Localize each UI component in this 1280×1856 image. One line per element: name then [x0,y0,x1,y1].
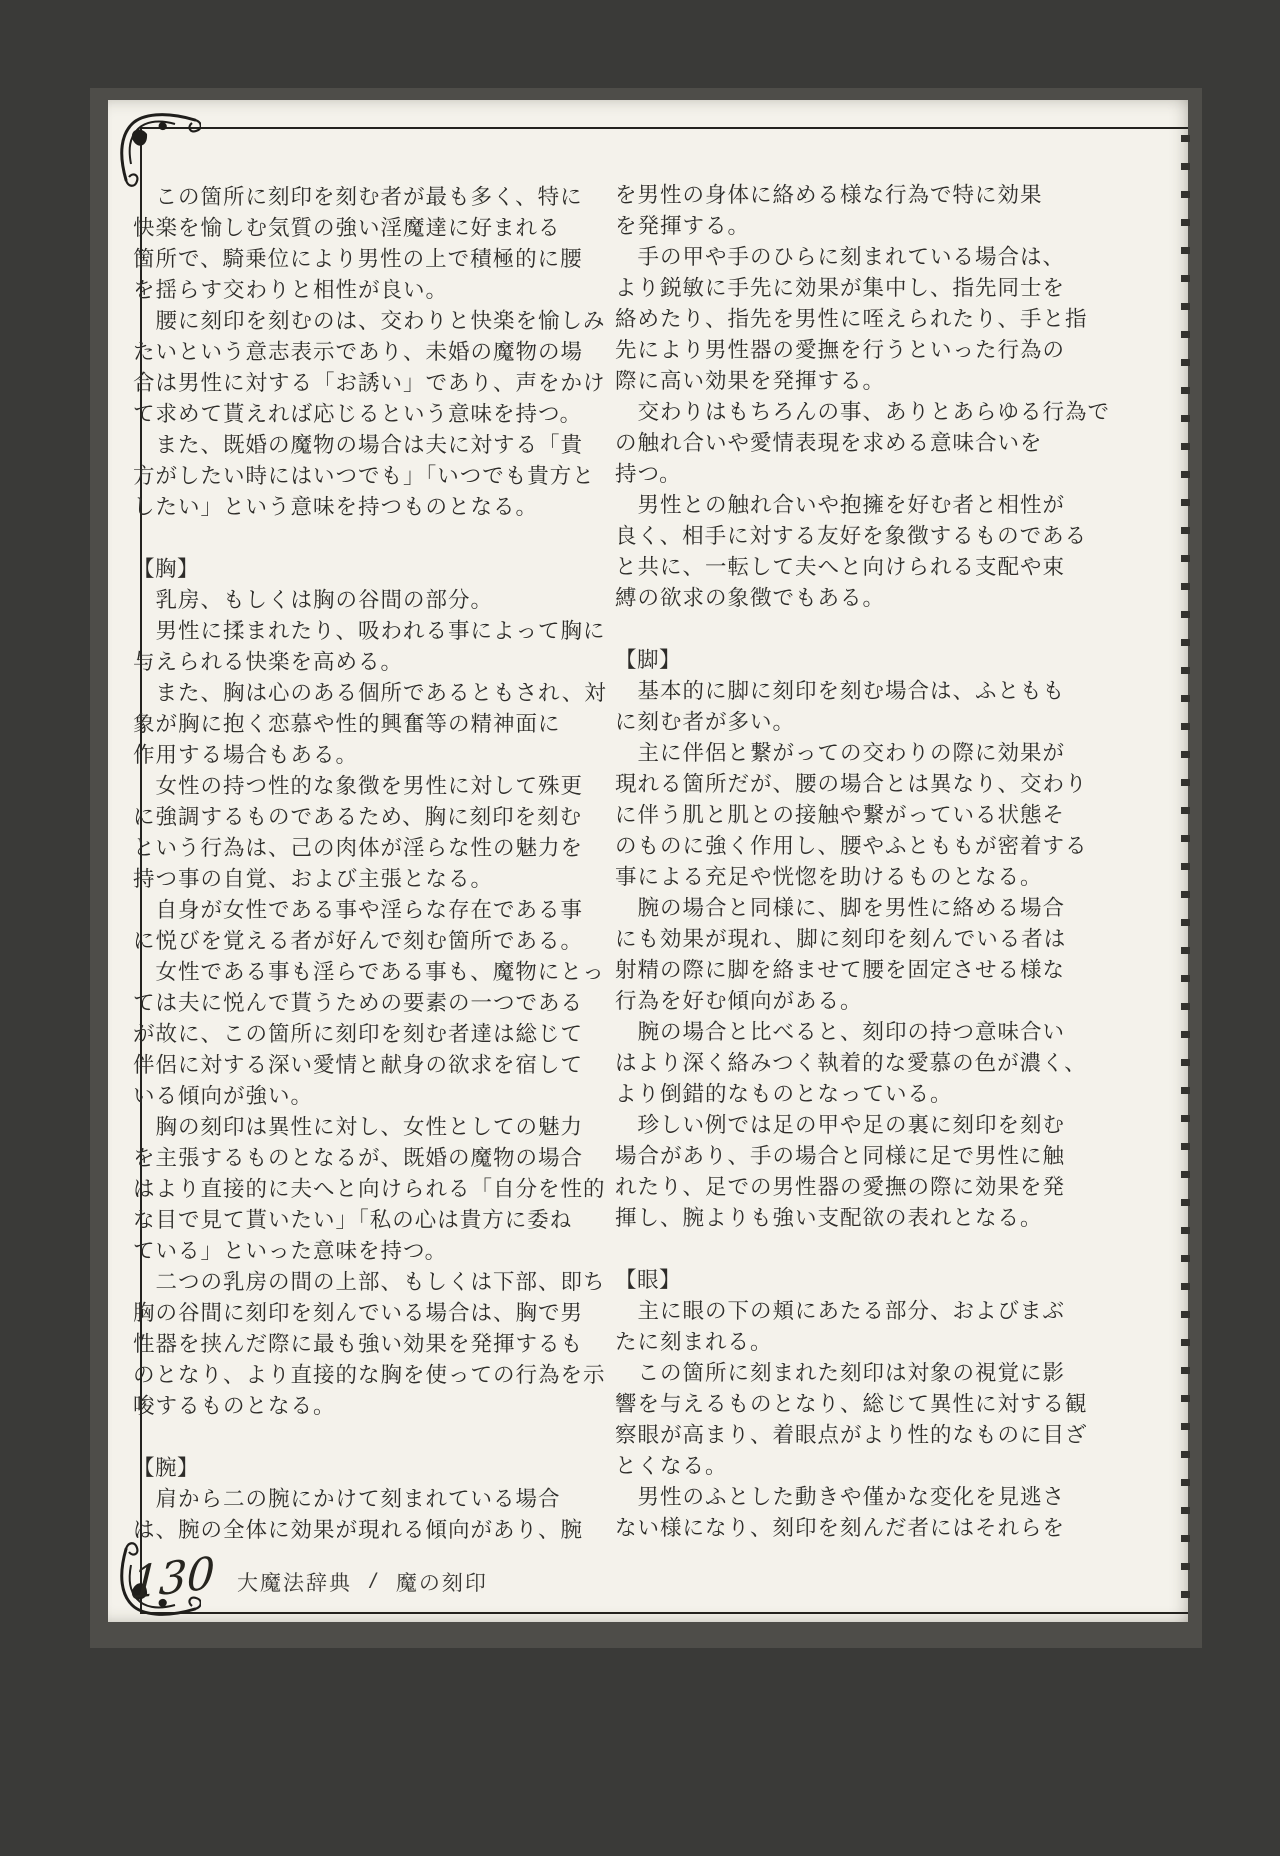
text-line: 現れる箇所だが、腰の場合とは異なり、交わり [615,772,1088,796]
text-line: が故に、この箇所に刻印を刻む者達は総じて [133,1022,584,1046]
text-line: 象が胸に抱く恋慕や性的興奮等の精神面に [133,712,561,736]
text-line: 合は男性に対する「お誘い」であり、声をかけ [133,371,606,395]
text-line: 揮し、腕よりも強い支配欲の表れとなる。 [615,1206,1043,1230]
text-line: 与えられる快楽を高める。 [133,650,404,674]
text-line: この箇所に刻印を刻む者が最も多く、特に [133,185,583,209]
text-line: を主張するものとなるが、既婚の魔物の場合 [133,1146,584,1170]
text-line: て求めて貰えれば応じるという意味を持つ。 [133,402,583,426]
text-line: 乳房、もしくは胸の谷間の部分。 [133,588,494,612]
text-column-right [615,180,1111,1544]
text-line: 腕の場合と同様に、脚を男性に絡める場合 [615,896,1066,920]
book-page [108,100,1188,1622]
corner-flourish-icon [115,111,201,189]
text-line: ては夫に悦んで貰うための要素の一つである [133,991,584,1015]
text-line: な目で見て貰いたい」「私の心は貴方に委ね [133,1208,573,1232]
footer-chapter-title: 魔の刻印 [395,1572,488,1595]
text-line: 射精の際に脚を絡ませて腰を固定させる様な [615,958,1066,982]
text-line: はより深く絡みつく執着的な愛慕の色が濃く、 [615,1051,1087,1075]
text-line: に刻む者が多い。 [615,710,796,734]
text-line: 性器を挟んだ際に最も強い効果を発揮するも [133,1332,584,1356]
text-line: れたり、足での男性器の愛撫の際に効果を発 [615,1175,1066,1199]
footer-book-title: 大魔法辞典 [236,1572,352,1595]
text-line: のものに強く作用し、腰やふとももが密着する [615,834,1088,858]
text-line: 手の甲や手のひらに刻まれている場合は、 [615,245,1066,269]
text-line: という行為は、己の肉体が淫らな性の魅力を [133,836,584,860]
text-line: にも効果が現れ、脚に刻印を刻んでいる者は [615,927,1067,951]
text-line: 主に伴侶と繋がっての交わりの際に効果が [615,741,1066,765]
text-line: を発揮する。 [615,214,751,238]
text-line: したい」という意味を持つものとなる。 [133,495,539,519]
text-line: 交わりはもちろんの事、ありとあらゆる行為で [615,400,1111,424]
footer-text [237,1561,488,1597]
text-line: 方がしたい時にはいつでも」「いつでも貴方と [133,464,595,488]
text-line: 良く、相手に対する友好を象徴するものである [615,524,1088,548]
text-line [133,1422,603,1453]
text-line: 場合があり、手の場合と同様に足で男性に触 [615,1144,1066,1168]
text-line: 男性のふとした動きや僅かな変化を見逃さ [615,1485,1066,1509]
text-line: たいという意志表示であり、未婚の魔物の場 [133,340,584,364]
text-line: 【腕】 [133,1456,200,1480]
text-line: 男性に揉まれたり、吸われる事によって胸に [133,619,606,643]
text-line: 【胸】 [133,557,200,581]
frame-border-top [140,127,1188,129]
frame-border-bottom [140,1612,1188,1614]
text-line: 女性の持つ性的な象徴を男性に対して殊更 [133,774,584,798]
text-line: 女性である事も淫らである事も、魔物にとっ [133,960,605,984]
text-line: はより直接的に夫へと向けられる「自分を性的 [133,1177,606,1201]
text-line: 持つ。 [615,462,682,486]
text-line: また、既婚の魔物の場合は夫に対する「貴 [133,433,584,457]
text-line: 肩から二の腕にかけて刻まれている場合 [133,1487,561,1511]
text-line [615,1234,1085,1265]
text-line: より鋭敏に手先に効果が集中し、指先同士を [615,276,1066,300]
text-line: 腰に刻印を刻むのは、交わりと快楽を愉しみ [133,309,606,333]
text-line: を男性の身体に絡める様な行為で特に効果 [615,183,1043,207]
page-number: 130 [129,1547,217,1610]
text-line: たに刻まれる。 [615,1330,773,1354]
perforated-edge [1181,114,1190,1608]
text-line: 自身が女性である事や淫らな存在である事 [133,898,584,922]
text-line: 男性との触れ合いや抱擁を好む者と相性が [615,493,1066,517]
text-line: に伴う肌と肌との接触や繋がっている状態そ [615,803,1066,827]
text-line: 絡めたり、指先を男性に咥えられたり、手と指 [615,307,1088,331]
text-line: 胸の刻印は異性に対し、女性としての魅力 [133,1115,584,1139]
text-line: 基本的に脚に刻印を刻む場合は、ふともも [615,679,1066,703]
text-line: 響を与えるものとなり、総じて異性に対する観 [615,1392,1088,1416]
text-line: 伴侶に対する深い愛情と献身の欲求を宿して [133,1053,584,1077]
text-line: 唆するものとなる。 [133,1394,336,1418]
text-line: この箇所に刻まれた刻印は対象の視覚に影 [615,1361,1066,1385]
text-line: 快楽を愉しむ気質の強い淫魔達に好まれる [133,216,561,240]
text-line: に強調するものであるため、胸に刻印を刻む [133,805,583,829]
text-line: と共に、一転して夫へと向けられる支配や束 [615,555,1066,579]
text-line: とくなる。 [615,1454,728,1478]
text-line: 胸の谷間に刻印を刻んでいる場合は、胸で男 [133,1301,584,1325]
text-line: 二つの乳房の間の上部、もしくは下部、即ち [133,1270,606,1294]
text-line: 際に高い効果を発揮する。 [615,369,886,393]
text-line: 察眼が高まり、着眼点がより性的なものに目ざ [615,1423,1088,1447]
text-line: 箇所で、騎乗位により男性の上で積極的に腰 [133,247,583,271]
text-line: 行為を好む傾向がある。 [615,989,863,1013]
text-line: を揺らす交わりと相性が良い。 [133,278,449,302]
page-footer [129,1547,488,1610]
text-line: の触れ合いや愛情表現を求める意味合いを [615,431,1043,455]
text-line: のとなり、より直接的な胸を使っての行為を示 [133,1363,606,1387]
text-line: 作用する場合もある。 [133,743,359,767]
text-column-left [133,182,607,1546]
text-line: 縛の欲求の象徴でもある。 [615,586,886,610]
text-line: 腕の場合と比べると、刻印の持つ意味合い [615,1020,1066,1044]
text-line: より倒錯的なものとなっている。 [615,1082,953,1106]
text-line [133,523,603,554]
text-line [615,614,1085,645]
text-line: 主に眼の下の頬にあたる部分、およびまぶ [615,1299,1066,1323]
text-line: 事による充足や恍惚を助けるものとなる。 [615,865,1043,889]
text-line: ている」といった意味を持つ。 [133,1239,448,1263]
text-line: に悦びを覚える者が好んで刻む箇所である。 [133,929,584,953]
text-line: 持つ事の自覚、および主張となる。 [133,867,494,891]
text-line: 先により男性器の愛撫を行うといった行為の [615,338,1066,362]
text-line: 【脚】 [615,648,682,672]
text-line: ない様になり、刻印を刻んだ者にはそれらを [615,1516,1066,1540]
text-line: いる傾向が強い。 [133,1084,314,1108]
text-line: 【眼】 [615,1268,682,1292]
footer-separator: / [369,1570,378,1593]
text-line: 珍しい例では足の甲や足の裏に刻印を刻む [615,1113,1066,1137]
text-line: は、腕の全体に効果が現れる傾向があり、腕 [133,1518,584,1542]
text-line: また、胸は心のある個所であるともされ、対 [133,681,607,705]
